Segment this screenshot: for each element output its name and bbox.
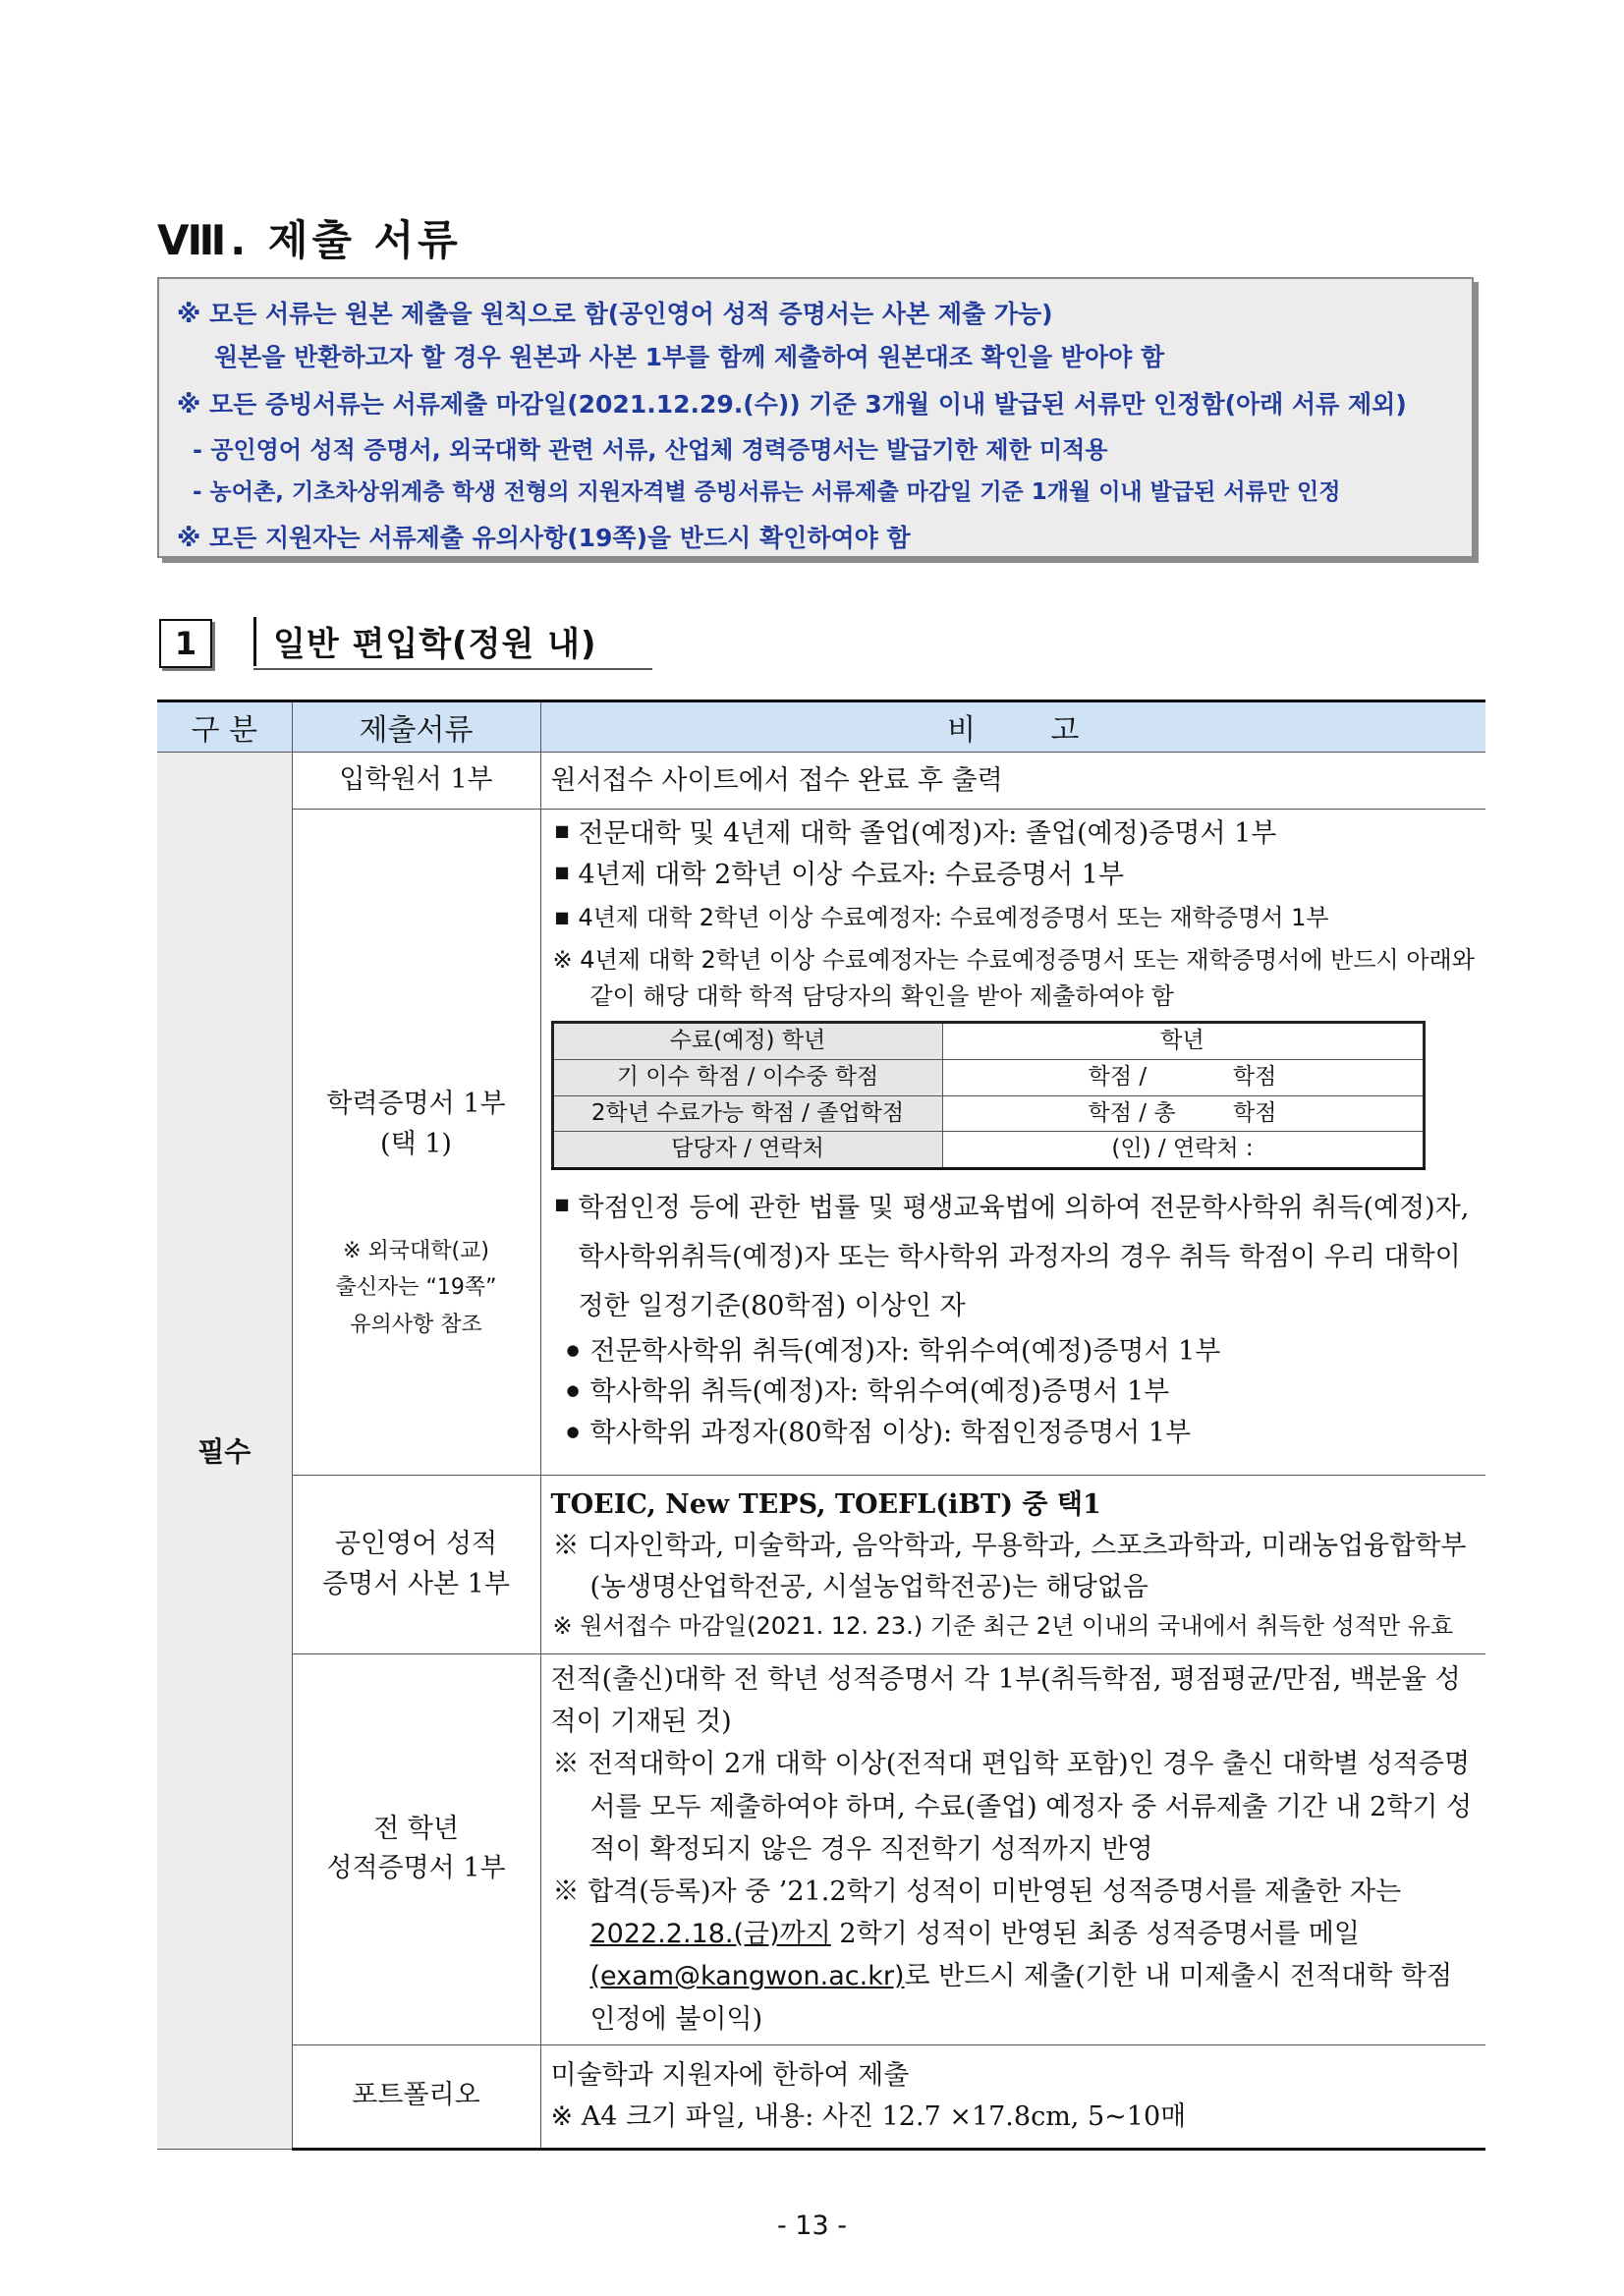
transcript-main: 전적(출신)대학 전 학년 성적증명서 각 1부(취득학점, 평점평균/만점, 백분율 성적이 기재된 것) [550, 1664, 1461, 1738]
transcript-note-2c: 로 반드시 제출(기한 내 미제출시 전적대학 학점 인정에 불이익) [589, 1961, 1453, 2035]
doc-transcript-line1: 전 학년 [373, 1813, 459, 1844]
confirmation-value: 학점 / 총 학점 [942, 1095, 1424, 1132]
confirmation-table [551, 1021, 1426, 1170]
table-row [157, 1476, 1485, 1654]
doc-english [292, 1476, 540, 1654]
subsection-underline [253, 668, 652, 670]
doc-english-line1: 공인영어 성적 [334, 1529, 498, 1559]
doc-application: 입학원서 1부 [292, 753, 540, 810]
subsection-title: 일반 편입학(정원 내) [273, 625, 597, 664]
degree-bullet: ■ 4년제 대학 2학년 이상 수료예정자: 수료예정증명서 또는 재학증명서 1부 [551, 900, 1479, 936]
remark-portfolio [540, 2044, 1485, 2149]
category-cell [157, 753, 292, 2150]
portfolio-line2: ※ A4 크기 파일, 내용: 사진 12.7 ×17.8cm, 5~10매 [550, 2100, 1187, 2132]
doc-transcript [292, 1654, 540, 2045]
remark-english [540, 1476, 1485, 1654]
page-number: - 13 - [776, 2211, 847, 2241]
confirmation-label: 수료(예정) 학년 [552, 1023, 942, 1060]
notice-line: ※ 모든 지원자는 서류제출 유의사항(19쪽)을 반드시 확인하여야 함 [177, 524, 911, 552]
degree-bullet: ■ 4년제 대학 2학년 이상 수료자: 수료증명서 1부 [551, 855, 1479, 896]
confirmation-value: (인) / 연락처 : [942, 1132, 1424, 1169]
doc-degree-note-1: ※ 외국대학(교) [343, 1239, 489, 1263]
notice-box [157, 277, 1474, 558]
header-documents: 제출서류 [292, 701, 540, 753]
notice-line: ※ 모든 증빙서류는 서류제출 마감일(2021.12.29.(수)) 기준 3개월 이내 발급된 서류만 인정함(아래 서류 제외) [177, 390, 1407, 419]
category-label: 필수 [197, 1435, 252, 1469]
remark-degree [540, 810, 1485, 1476]
english-note: ※ 원서접수 마감일(2021. 12. 23.) 기준 최근 2년 이내의 국내에서 취득한 성적만 유효 [552, 1611, 1454, 1640]
confirmation-label: 기 이수 학점 / 이수중 학점 [552, 1059, 942, 1095]
table-row [157, 753, 1485, 810]
doc-portfolio: 포트폴리오 [292, 2044, 540, 2149]
confirmation-label: 2학년 수료가능 학점 / 졸업학점 [552, 1095, 942, 1132]
credit-dot: ● 학사학위 취득(예정)자: 학위수여(예정)증명서 1부 [551, 1372, 1479, 1413]
transcript-note: ※ 전적대학이 2개 대학 이상(전적대 편입학 포함)인 경우 출신 대학별 성적증명서를 모두 제출하여야 하며, 수료(졸업) 예정자 중 서류제출 기간 내 2학기 성적이 확정되지 않은 경우 직전학기 성적까지 반영 [552, 1749, 1473, 1865]
table-row [157, 1654, 1485, 2045]
confirmation-row [552, 1132, 1424, 1169]
doc-degree-note-3: 유의사항 참조 [350, 1312, 482, 1337]
subsection-number: 1 [159, 619, 212, 668]
credit-bullet: ■ 학점인정 등에 관한 법률 및 평생교육법에 의하여 전문학사학위 취득(예정)자, 학사학위취득(예정)자 또는 학사학위 과정자의 경우 취득 학점이 우리 대학이 정한 일정기준(80학점) 이상인 자 [551, 1184, 1479, 1331]
transcript-email: (exam@kangwon.ac.kr) [589, 1961, 905, 1992]
table-row [157, 2044, 1485, 2149]
remark-application: 원서접수 사이트에서 접수 완료 후 출력 [540, 753, 1485, 810]
confirmation-value: 학점 / 학점 [942, 1059, 1424, 1095]
subsection-bar [253, 617, 256, 666]
table-row [157, 810, 1485, 1476]
english-title: TOEIC, New TEPS, TOEFL(iBT) 중 택1 [550, 1489, 1101, 1521]
degree-note: ※ 4년제 대학 2학년 이상 수료예정자는 수료예정증명서 또는 재학증명서에 반드시 아래와 같이 해당 대학 학적 담당자의 확인을 받아 제출하여야 함 [552, 945, 1475, 1011]
header-remarks: 비 고 [540, 701, 1485, 753]
credit-dot: ● 학사학위 과정자(80학점 이상): 학점인정증명서 1부 [551, 1413, 1479, 1454]
credit-dot: ● 전문학사학위 취득(예정)자: 학위수여(예정)증명서 1부 [551, 1331, 1479, 1372]
doc-degree-line2: (택 1) [380, 1128, 452, 1159]
section-title: Ⅷ. 제출 서류 [157, 216, 462, 264]
confirmation-row [552, 1059, 1424, 1095]
doc-degree-line1: 학력증명서 1부 [326, 1089, 506, 1119]
confirmation-row [552, 1095, 1424, 1132]
transcript-deadline: 2022.2.18.(금)까지 [589, 1919, 831, 1950]
notice-line: 원본을 반환하고자 할 경우 원본과 사본 1부를 함께 제출하여 원본대조 확인을 받아야 함 [214, 343, 1165, 371]
confirmation-row [552, 1023, 1424, 1060]
transcript-note-2b: 2학기 성적이 반영된 최종 성적증명서를 메일 [830, 1919, 1360, 1950]
english-note: ※ 디자인학과, 미술학과, 음악학과, 무용학과, 스포츠과학과, 미래농업융합학부(농생명산업학전공, 시설농업학전공)는 해당없음 [552, 1530, 1467, 1602]
confirmation-label: 담당자 / 연락처 [552, 1132, 942, 1169]
remark-transcript [540, 1654, 1485, 2045]
notice-line: - 농어촌, 기초차상위계층 학생 전형의 지원자격별 증빙서류는 서류제출 마감일 기준 1개월 이내 발급된 서류만 인정 [193, 479, 1341, 505]
transcript-note-2a: ※ 합격(등록)자 중 ’21.2학기 성적이 미반영된 성적증명서를 제출한 자는 [552, 1876, 1402, 1907]
doc-degree [292, 810, 540, 1476]
notice-line: - 공인영어 성적 증명서, 외국대학 관련 서류, 산업체 경력증명서는 발급기한 제한 미적용 [193, 436, 1108, 464]
portfolio-line1: 미술학과 지원자에 한하여 제출 [550, 2059, 910, 2091]
transcript-note-2 [551, 1871, 1479, 2041]
doc-english-line2: 증명서 사본 1부 [322, 1568, 510, 1599]
doc-degree-note-2: 출신자는 “19쪽” [335, 1275, 497, 1301]
notice-line: ※ 모든 서류는 원본 제출을 원칙으로 함(공인영어 성적 증명서는 사본 제출 가능) [177, 300, 1053, 328]
doc-transcript-line2: 성적증명서 1부 [326, 1853, 506, 1884]
documents-table [157, 700, 1485, 2151]
table-header-row [157, 701, 1485, 753]
header-category: 구 분 [157, 701, 292, 753]
degree-bullet: ■ 전문대학 및 4년제 대학 졸업(예정)자: 졸업(예정)증명서 1부 [551, 813, 1479, 855]
confirmation-value: 학년 [942, 1023, 1424, 1060]
